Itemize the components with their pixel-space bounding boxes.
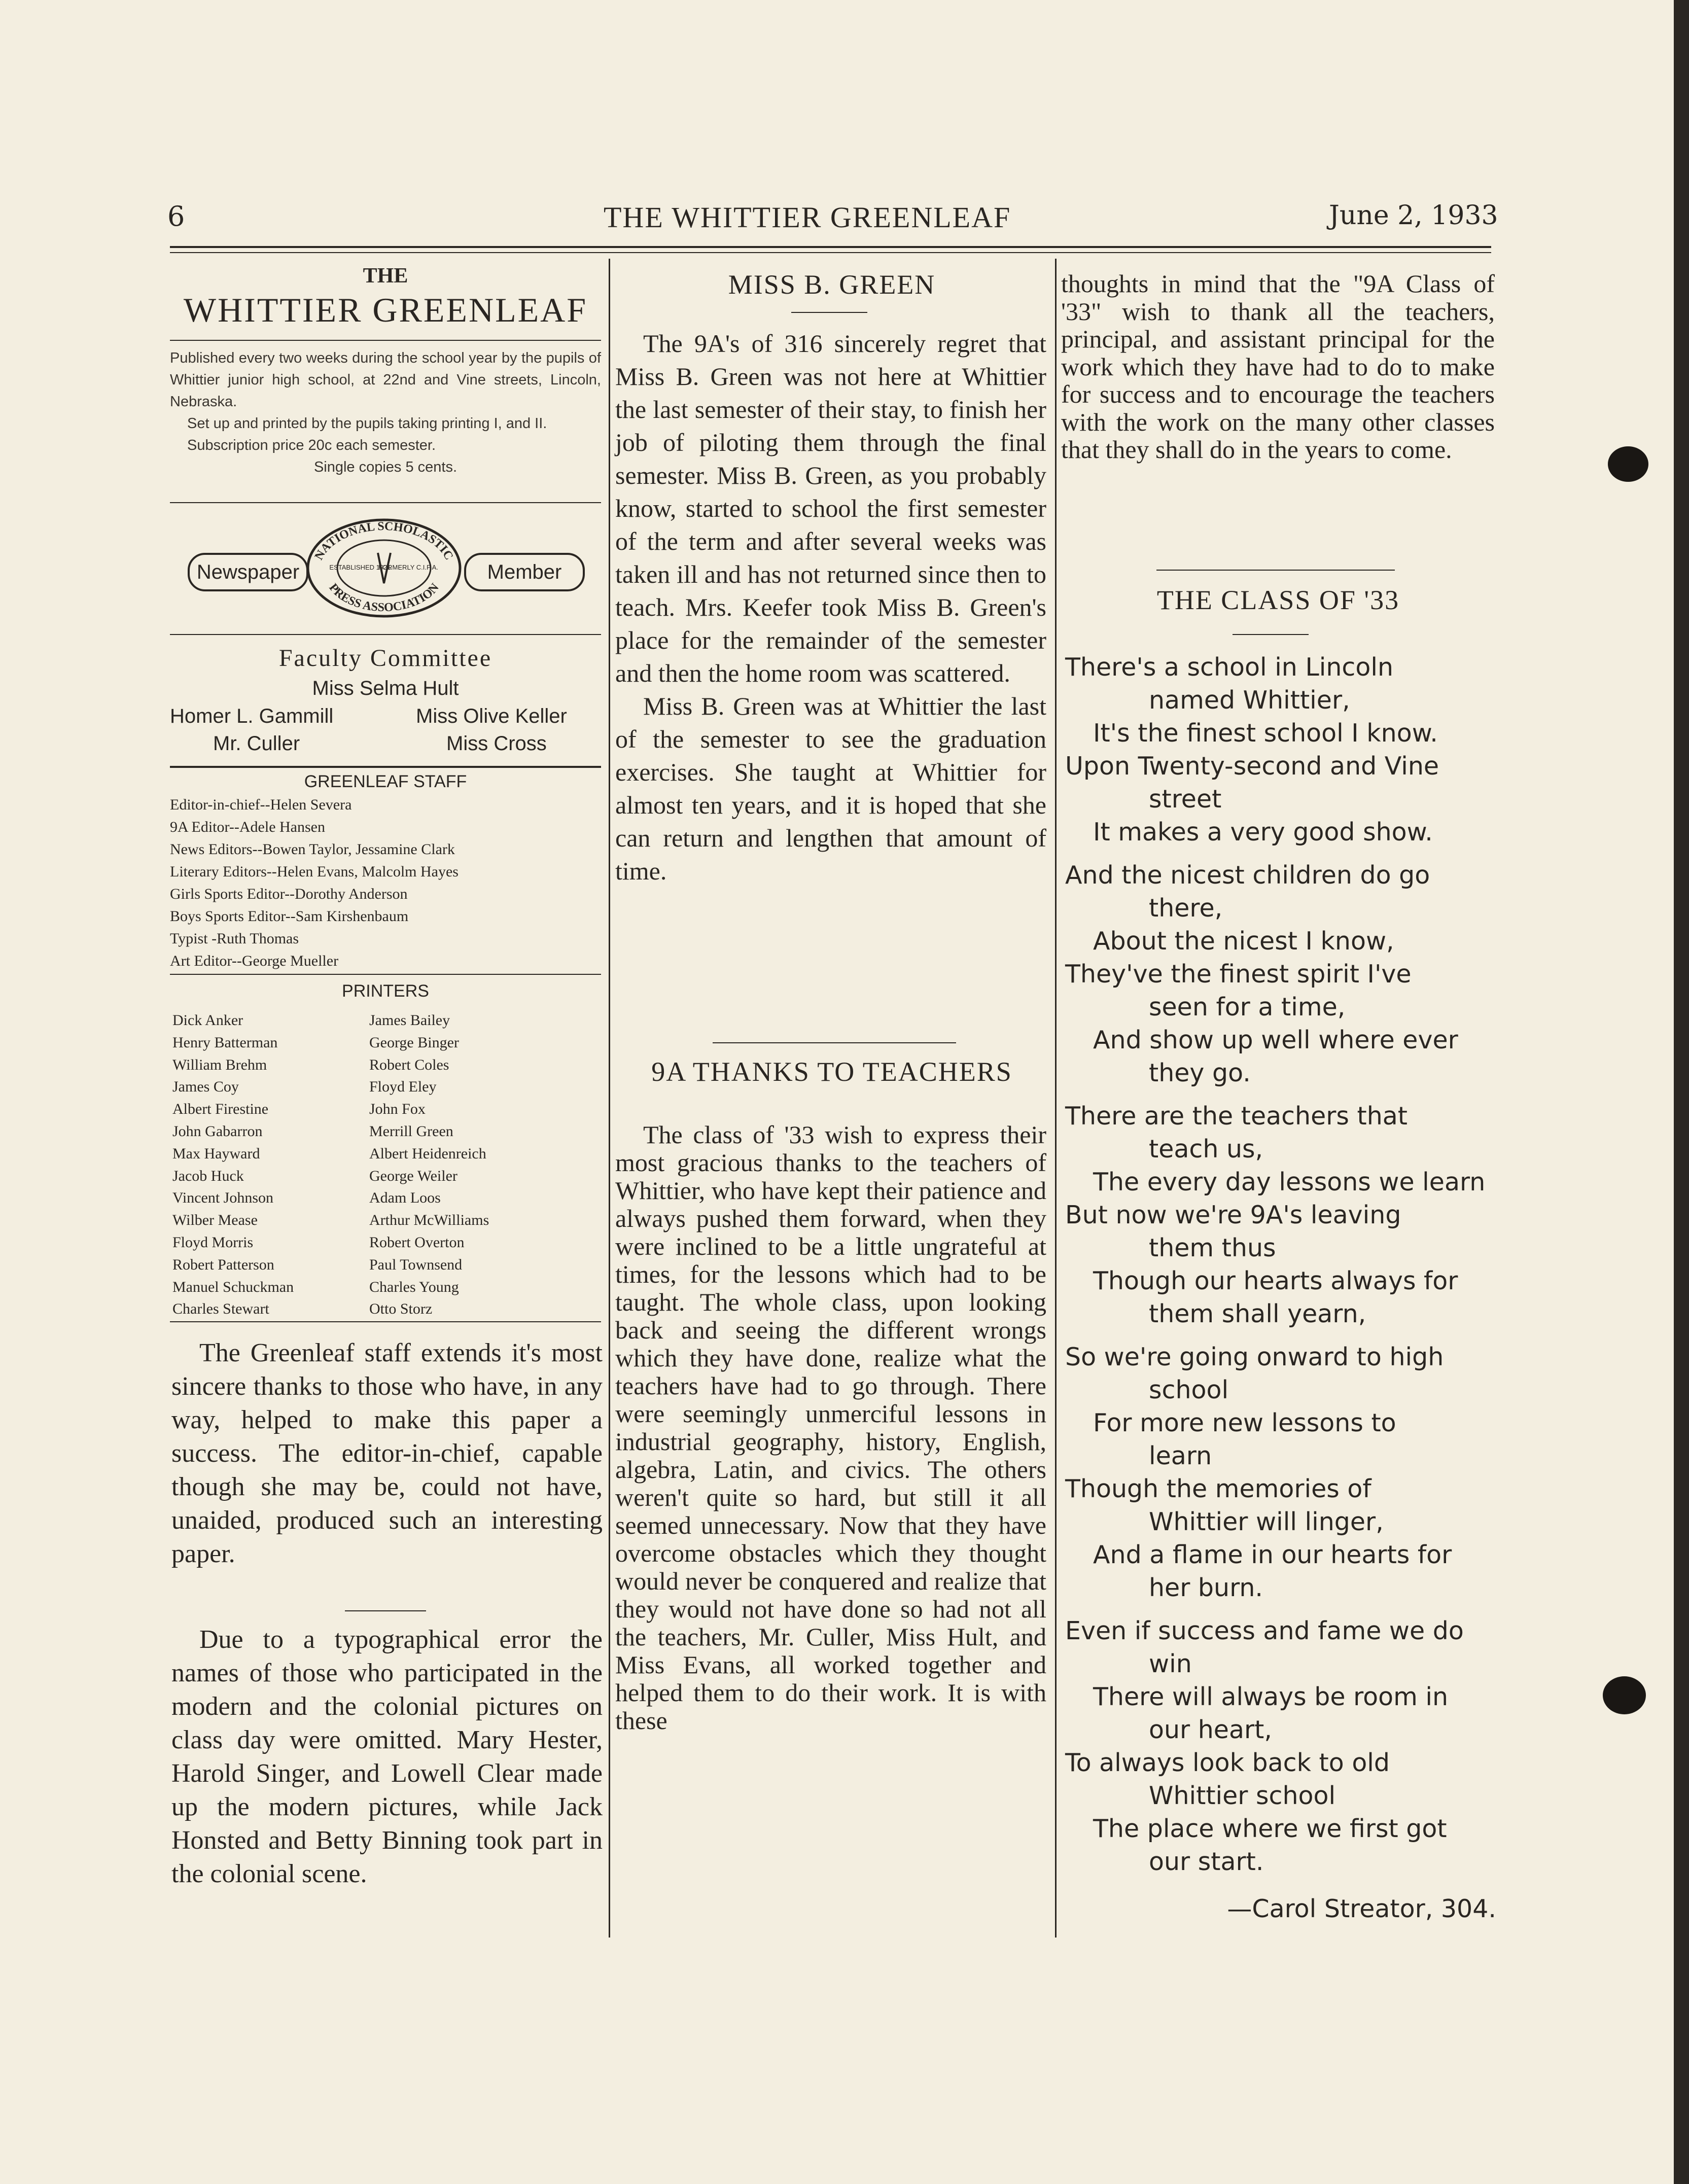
printer-name: Charles Young — [369, 1278, 459, 1295]
poem-line: win — [1149, 1649, 1192, 1678]
poem-line: named Whittier, — [1149, 686, 1350, 715]
poem-line: Though our hearts always for — [1093, 1266, 1458, 1295]
poem-stanza — [1065, 1100, 1501, 1330]
divider — [713, 1042, 956, 1043]
press-association-badge — [188, 517, 583, 619]
paragraph: The Greenleaf staff extends it's most sincere thanks to those who have, in any way, helped to make this paper a success. The editor-in-chief, capable though she may be, could not have, unaided, produced such an interesting paper. — [171, 1338, 603, 1568]
printer-name: John Gabarron — [172, 1122, 263, 1140]
printer-name: Floyd Eley — [369, 1078, 437, 1096]
divider — [170, 340, 601, 341]
staff-entry: Boys Sports Editor--Sam Kirshenbaum — [170, 908, 409, 925]
faculty-member: Miss Olive Keller — [416, 705, 567, 727]
header-rule-thin — [170, 252, 1491, 253]
poem-stanza — [1065, 1614, 1501, 1878]
poem-stanza — [1065, 859, 1501, 1089]
poem-line: Whittier will linger, — [1149, 1507, 1384, 1536]
publication-info — [170, 347, 601, 478]
poem-line: they go. — [1149, 1059, 1251, 1087]
printer-name: Floyd Morris — [172, 1234, 254, 1251]
poem-stanza — [1065, 1341, 1501, 1604]
badge-member-label: Member — [464, 553, 585, 591]
poem-line: For more new lessons to — [1093, 1408, 1396, 1437]
printer-name: Albert Heidenreich — [369, 1145, 486, 1162]
poem-line: our start. — [1149, 1847, 1264, 1876]
staff-title: GREENLEAF STAFF — [304, 772, 467, 791]
poem-line: And a flame in our hearts for — [1093, 1540, 1452, 1569]
printers-column-a — [172, 1009, 375, 1320]
article-body — [615, 327, 1046, 888]
staff-entry: News Editors--Bowen Taylor, Jessamine Clark — [170, 841, 455, 858]
printer-name: James Coy — [172, 1078, 239, 1096]
paragraph: Due to a typographical error the names of those who participated in the modern and the colonial pictures on class day were omitted. Mary Hester, Harold Singer, and Lowell Clear made up the modern pictures, while Jack Honsted and Betty Binning took part in the colonial scene. — [171, 1625, 603, 1888]
faculty-member: Miss Selma Hult — [312, 677, 459, 699]
divider — [170, 634, 601, 635]
paragraph: The 9A's of 316 sincerely regret that Miss B. Green was not here at Whittier the last semester of their stay, to finish her job of piloting them through the final semester. Miss B. Green, as you probably know, started to school the first semester of the term and after several weeks was taken ill and has not returned since then to teach. Mrs. Keefer took Miss B. Green's place for the remainder of the semester and then the home room was scattered. — [615, 329, 1046, 687]
poem-line: seen for a time, — [1149, 993, 1346, 1021]
printer-name: Wilber Mease — [172, 1212, 258, 1229]
poem-signature: —Carol Streator, 304. — [1227, 1894, 1496, 1923]
faculty-committee-title: Faculty Committee — [278, 645, 492, 672]
svg-text:PRESS ASSOCIATION: PRESS ASSOCIATION — [326, 581, 442, 615]
printer-name: Henry Batterman — [172, 1034, 278, 1051]
printer-name: Merrill Green — [369, 1122, 453, 1140]
staff-entry: Girls Sports Editor--Dorothy Anderson — [170, 886, 408, 902]
poem-line: But now we're 9A's leaving — [1065, 1201, 1401, 1229]
staff-entry: Editor-in-chief--Helen Severa — [170, 796, 352, 813]
printer-name: Adam Loos — [369, 1189, 441, 1207]
article-headline: MISS B. GREEN — [728, 269, 936, 300]
divider — [170, 1321, 601, 1322]
poem-line: There's a school in Lincoln — [1065, 653, 1394, 682]
printer-name: Dick Anker — [172, 1012, 243, 1029]
printers-column-b — [369, 1009, 603, 1320]
poem-line: Whittier school — [1149, 1781, 1336, 1810]
poem-line: there, — [1149, 894, 1223, 923]
paragraph: thoughts in mind that the "9A Class of '33" wish to thank all the teachers, principal, and assistant principal for the work which they have had to do to make for success and to encourage the teachers with the work on the many other classes that they shall do in the years to come. — [1061, 269, 1495, 464]
printer-name: Robert Overton — [369, 1234, 465, 1251]
printer-name: George Weiler — [369, 1167, 458, 1184]
masthead — [170, 264, 601, 330]
staff-thanks-note — [171, 1336, 603, 1571]
paragraph: The class of '33 wish to express their most gracious thanks to the teachers of Whittier, who have kept their patience and always pushed them forward, when they were inclined to be a little ungrateful at times, for the lessons which had to be taught. The whole class, upon looking back and seeing the different wrongs which they have done, realize what the teachers have had to go through. There were seemingly unmerciful lessons in industrial geography, history, English, algebra, Latin, and civics. The others weren't quite so hard, but still it all seemed unnecessary. Now that they have overcome obstacles which they thought would never be conquered and realize that they would not have done so had not all the teachers, Mr. Culler, Miss Hult, and Miss Evans, all worked together and helped them to do their work. It is with these — [615, 1120, 1046, 1735]
poem — [1065, 651, 1501, 1888]
printer-name: Max Hayward — [172, 1145, 260, 1162]
printer-name: Vincent Johnson — [172, 1189, 274, 1207]
staff-entry: Art Editor--George Mueller — [170, 953, 339, 969]
article-body — [615, 1121, 1046, 1735]
svg-text:ESTABLISHED 1921: ESTABLISHED 1921 — [329, 563, 391, 571]
poem-line: It makes a very good show. — [1093, 818, 1433, 847]
issue-date: June 2, 1933 — [1329, 200, 1498, 231]
column-rule — [1055, 259, 1057, 1938]
paragraph: Miss B. Green was at Whittier the last of the semester to see the graduation exercises. She taught at Whittier for almost ten years, and it is hoped that she can return and lengthen that amount of time. — [615, 692, 1046, 885]
pub-line: Published every two weeks during the school year by the pupils of Whittier junior high school, at 22nd and Vine streets, Lincoln, Nebraska. — [170, 350, 601, 410]
badge-newspaper-label: Newspaper — [188, 553, 308, 591]
article-continuation — [1061, 270, 1495, 464]
poem-line: And show up well where ever — [1093, 1026, 1458, 1054]
poem-line: Though the memories of — [1065, 1474, 1371, 1503]
poem-line: It's the finest school I know. — [1093, 719, 1438, 748]
printer-name: Manuel Schuckman — [172, 1278, 294, 1295]
poem-line: The place where we first got — [1093, 1814, 1447, 1843]
page-edge — [1674, 0, 1689, 2184]
poem-line: There will always be room in — [1093, 1682, 1449, 1711]
poem-line: To always look back to old — [1065, 1748, 1390, 1777]
printer-name: Otto Storz — [369, 1300, 433, 1318]
printer-name: Jacob Huck — [172, 1167, 244, 1184]
article-headline: 9A THANKS TO TEACHERS — [651, 1056, 1012, 1087]
poem-line: her burn. — [1149, 1573, 1263, 1602]
poem-line: And the nicest children do go — [1065, 861, 1430, 890]
faculty-member: Mr. Culler — [213, 732, 300, 755]
printer-name: William Brehm — [172, 1056, 267, 1073]
svg-text:FORMERLY C.I.P.A.: FORMERLY C.I.P.A. — [378, 563, 438, 571]
masthead-the: THE — [363, 264, 408, 288]
poem-line: them shall yearn, — [1149, 1299, 1366, 1328]
printer-name: Paul Townsend — [369, 1256, 463, 1273]
short-divider — [345, 1610, 426, 1611]
staff-entry: Typist -Ruth Thomas — [170, 930, 299, 947]
pub-line: Single copies 5 cents. — [313, 459, 458, 475]
poem-line: teach us, — [1149, 1135, 1263, 1164]
short-divider — [1233, 634, 1309, 635]
printer-name: George Binger — [369, 1034, 459, 1051]
poem-line: There are the teachers that — [1065, 1102, 1408, 1131]
poem-line: About the nicest I know, — [1093, 927, 1394, 956]
printer-name: Albert Firestine — [172, 1101, 269, 1118]
printer-name: Arthur McWilliams — [369, 1212, 489, 1229]
divider — [170, 974, 601, 975]
pub-line: Set up and printed by the pupils taking printing I, and II. — [187, 415, 547, 432]
faculty-member: Homer L. Gammill — [170, 705, 334, 727]
svg-text:NATIONAL SCHOLASTIC: NATIONAL SCHOLASTIC — [312, 519, 456, 562]
poem-line: learn — [1149, 1441, 1212, 1470]
divider — [1156, 570, 1395, 571]
poem-line: Even if success and fame we do — [1065, 1616, 1464, 1645]
poem-line: So we're going onward to high — [1065, 1343, 1444, 1371]
divider — [170, 502, 601, 503]
staff-entry: 9A Editor--Adele Hansen — [170, 819, 325, 835]
poem-line: The every day lessons we learn — [1093, 1168, 1486, 1196]
divider — [170, 766, 601, 768]
poem-line: street — [1149, 785, 1222, 814]
poem-title: THE CLASS OF '33 — [1156, 585, 1400, 615]
poem-line: Upon Twenty-second and Vine — [1065, 752, 1439, 781]
poem-line: them thus — [1149, 1234, 1276, 1262]
poem-stanza — [1065, 651, 1501, 849]
printer-name: Robert Coles — [369, 1056, 449, 1073]
masthead-name: WHITTIER GREENLEAF — [183, 291, 588, 329]
binder-hole — [1603, 1676, 1646, 1714]
pub-line: Subscription price 20c each semester. — [187, 437, 436, 453]
page-number: 6 — [167, 200, 185, 232]
press-association-seal — [304, 517, 464, 619]
header-rule — [170, 246, 1491, 248]
printer-name: Robert Patterson — [172, 1256, 274, 1273]
faculty-member: Miss Cross — [446, 732, 547, 755]
printer-name: James Bailey — [369, 1012, 450, 1029]
short-divider — [791, 312, 867, 313]
staff-list — [170, 794, 606, 972]
column-rule — [609, 259, 610, 1938]
typo-correction-note — [171, 1623, 603, 1891]
printer-name: Charles Stewart — [172, 1300, 269, 1318]
staff-entry: Literary Editors--Helen Evans, Malcolm Hayes — [170, 863, 459, 880]
running-title: THE WHITTIER GREENLEAF — [604, 201, 1011, 234]
poem-line: our heart, — [1149, 1715, 1272, 1744]
poem-line: school — [1149, 1376, 1229, 1404]
printers-title: PRINTERS — [342, 981, 429, 1001]
poem-line: They've the finest spirit I've — [1065, 960, 1412, 989]
printer-name: John Fox — [369, 1101, 426, 1118]
binder-hole — [1608, 446, 1648, 482]
